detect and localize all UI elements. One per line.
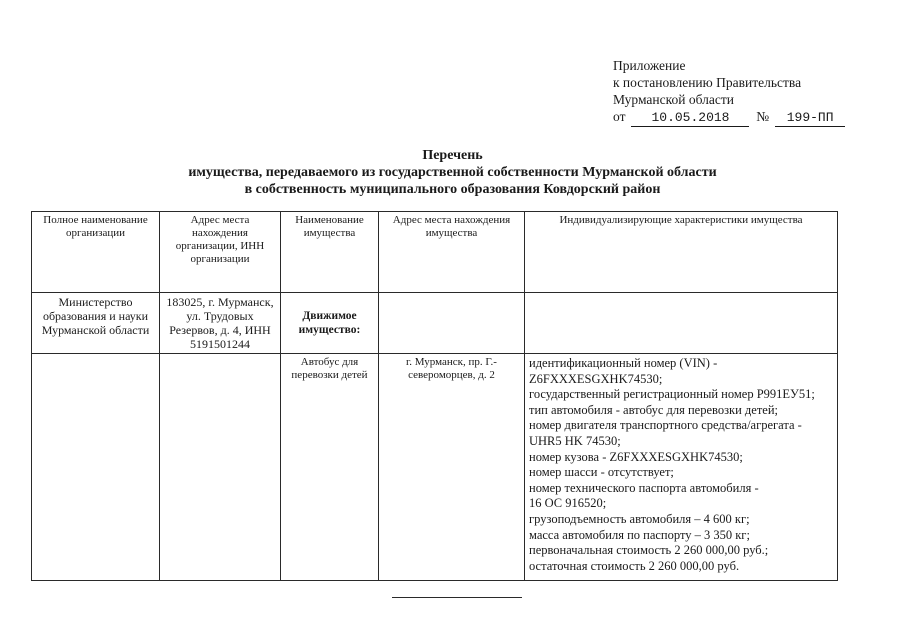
cell-property-name: Автобус для перевозки детей (281, 354, 379, 581)
characteristic-line: грузоподъемность автомобиля – 4 600 кг; (529, 511, 750, 526)
characteristic-line: номер технического паспорта автомобиля - (529, 480, 759, 495)
table-header-row (32, 212, 838, 293)
characteristic-line: номер кузова - Z6FXXXESGXHK74530; (529, 449, 743, 464)
title-line-2: имущества, передаваемого из государственной собственности Мурманской области (188, 165, 717, 180)
characteristic-line: идентификационный номер (VIN) - (529, 356, 718, 370)
characteristic-line: остаточная стоимость 2 260 000,00 руб. (529, 558, 740, 573)
document-title (0, 147, 905, 198)
characteristic-line: первоначальная стоимость 2 260 000,00 руб.; (529, 543, 769, 558)
cell-organization: Министерство образования и науки Мурманской области (32, 293, 160, 354)
appendix-line-2: к постановлению Правительства (613, 75, 802, 90)
header-property-address: Адрес места нахождения имущества (379, 212, 525, 293)
property-table (31, 211, 838, 581)
characteristic-line: номер шасси - отсутствует; (529, 465, 674, 480)
cell-property-type: Движимое имущество: (281, 293, 379, 354)
header-address-inn: Адрес места нахождения организации, ИНН организации (160, 212, 281, 293)
resolution-date: 10.05.2018 (631, 109, 749, 127)
characteristic-line: Z6FXXXESGXHK74530; (529, 371, 663, 386)
cell-empty (525, 293, 838, 354)
cell-address-inn: 183025, г. Мурманск, ул. Трудовых Резервов, д. 4, ИНН 5191501244 (160, 293, 281, 354)
cell-characteristics (525, 354, 838, 581)
characteristic-line: масса автомобиля по паспорту – 3 350 кг; (529, 527, 750, 542)
characteristic-line: тип автомобиля - автобус для перевозки детей; (529, 402, 778, 417)
title-line-1: Перечень (422, 148, 483, 163)
end-divider (392, 597, 522, 598)
cell-empty (160, 354, 281, 581)
title-line-3: в собственность муниципального образования Ковдорский район (244, 182, 661, 197)
header-characteristics: Индивидуализирующие характеристики имущества (525, 212, 838, 293)
table-row (32, 354, 838, 581)
number-prefix: № (756, 109, 770, 124)
header-organization: Полное наименование организации (32, 212, 160, 293)
characteristic-line: 16 ОС 916520; (529, 496, 607, 511)
characteristic-line: номер двигателя транспортного средства/агрегата - (529, 418, 802, 433)
resolution-number: 199-ПП (775, 109, 845, 127)
cell-property-address: г. Мурманск, пр. Г.-североморцев, д. 2 (379, 354, 525, 581)
appendix-line-1: Приложение (613, 58, 686, 73)
characteristic-line: государственный регистрационный номер Р991ЕУ51; (529, 387, 815, 402)
table-row (32, 293, 838, 354)
cell-empty (32, 354, 160, 581)
characteristic-line: UHR5 HK 74530; (529, 433, 621, 448)
appendix-block (613, 57, 845, 127)
date-prefix: от (613, 109, 626, 124)
appendix-date-line (613, 108, 845, 127)
header-property-name: Наименование имущества (281, 212, 379, 293)
cell-empty (379, 293, 525, 354)
appendix-line-3: Мурманской области (613, 92, 734, 107)
